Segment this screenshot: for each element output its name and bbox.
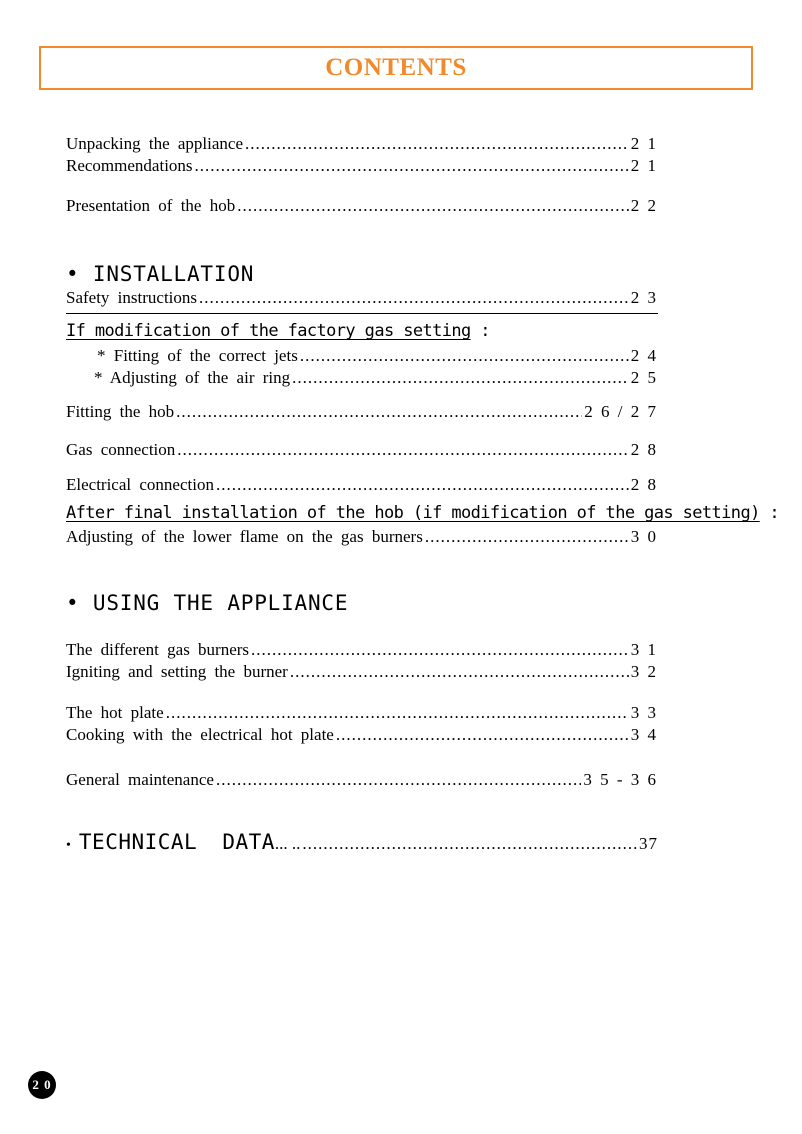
toc-entry-cooking[interactable] [66,725,658,747]
toc-label: The different gas burners [66,640,250,659]
toc-page: 2 2 [630,196,658,215]
toc-label: Electrical connection [66,475,214,494]
toc-page: 2 3 [630,288,658,307]
toc-label: Safety instructions [66,288,198,307]
subheading-after-install [66,503,779,523]
toc-entry-safety[interactable] [66,288,658,310]
toc-label: Recommendations [66,156,193,175]
toc-entry-unpacking[interactable] [66,134,658,156]
toc-leader [166,703,629,723]
toc-leader [251,640,629,660]
section-using: • USING THE APPLIANCE [66,591,349,615]
toc-leader [237,196,629,216]
toc-entry-lower-flame[interactable] [66,527,658,549]
toc-leader [336,725,629,745]
subheading-text: After final installation of the hob (if modification of the gas setting) [66,503,760,523]
toc-label: The hot plate [66,703,164,722]
page-title: CONTENTS [325,54,467,81]
toc-label: Fitting the hob [66,402,175,421]
toc-label: Igniting and setting the burner [66,662,288,681]
toc-leader [199,288,629,308]
toc-entry-hot-plate[interactable] [66,703,658,725]
toc-leader [177,440,628,460]
toc-label: Cooking with the electrical hot plate [66,725,334,744]
toc-page: 2 5 [630,368,658,387]
subheading-colon: : [470,321,490,341]
toc-page: 3 1 [630,640,658,659]
toc-entry-electrical-connection[interactable] [66,475,658,497]
section-technical: TECHNICAL DATA [78,830,275,854]
page-number-badge: 2 0 [28,1071,56,1099]
bullet: • [66,838,71,853]
toc-page: 3 5 - 3 6 [583,770,658,789]
toc-trail: ... .. [274,834,301,853]
toc-entry-presentation[interactable] [66,196,658,218]
toc-leader [195,156,629,176]
toc-leader [245,134,629,154]
toc-entry-maintenance[interactable] [66,770,658,792]
toc-leader [290,662,629,682]
toc-page: 2 8 [630,440,658,459]
subheading-text: If modification of the factory gas setting [66,321,471,341]
toc-entry-jets[interactable] [97,346,658,368]
toc-leader [292,368,629,388]
toc-leader [176,402,582,422]
toc-entry-gas-connection[interactable] [66,440,658,462]
toc-leader [216,770,581,790]
toc-leader [302,834,637,854]
toc-page: 2 1 [630,156,658,175]
subheading-colon: : [759,503,779,523]
toc-label: General maintenance [66,770,214,789]
contents-title-box [39,46,753,90]
toc-entry-recommendations[interactable] [66,156,658,178]
toc-leader [300,346,629,366]
toc-page: 2 4 [630,346,658,365]
toc-page: 3 2 [630,662,658,681]
toc-page: 3 0 [630,527,658,546]
toc-leader [216,475,629,495]
toc-entry-technical-data[interactable] [66,830,658,858]
toc-label: * Adjusting of the air ring [94,368,291,387]
toc-entry-fitting[interactable] [66,402,658,424]
toc-page: 2 8 [630,475,658,494]
toc-page: 2 6 / 2 7 [584,402,658,421]
toc-label: Adjusting of the lower flame on the gas burners [66,527,423,546]
divider [66,313,658,314]
toc-entry-gas-burners[interactable] [66,640,658,662]
toc-label: Gas connection [66,440,176,459]
toc-entry-air-ring[interactable] [94,368,658,390]
toc-leader [425,527,629,547]
section-installation: • INSTALLATION [66,262,255,286]
toc-label: * Fitting of the correct jets [97,346,298,365]
toc-entry-igniting[interactable] [66,662,658,684]
toc-page: 37 [639,834,658,853]
subheading-modification [66,321,490,341]
toc-label: Presentation of the hob [66,196,236,215]
toc-page: 3 4 [630,725,658,744]
toc-label: Unpacking the appliance [66,134,243,153]
toc-page: 3 3 [630,703,658,722]
toc-page: 2 1 [630,134,658,153]
